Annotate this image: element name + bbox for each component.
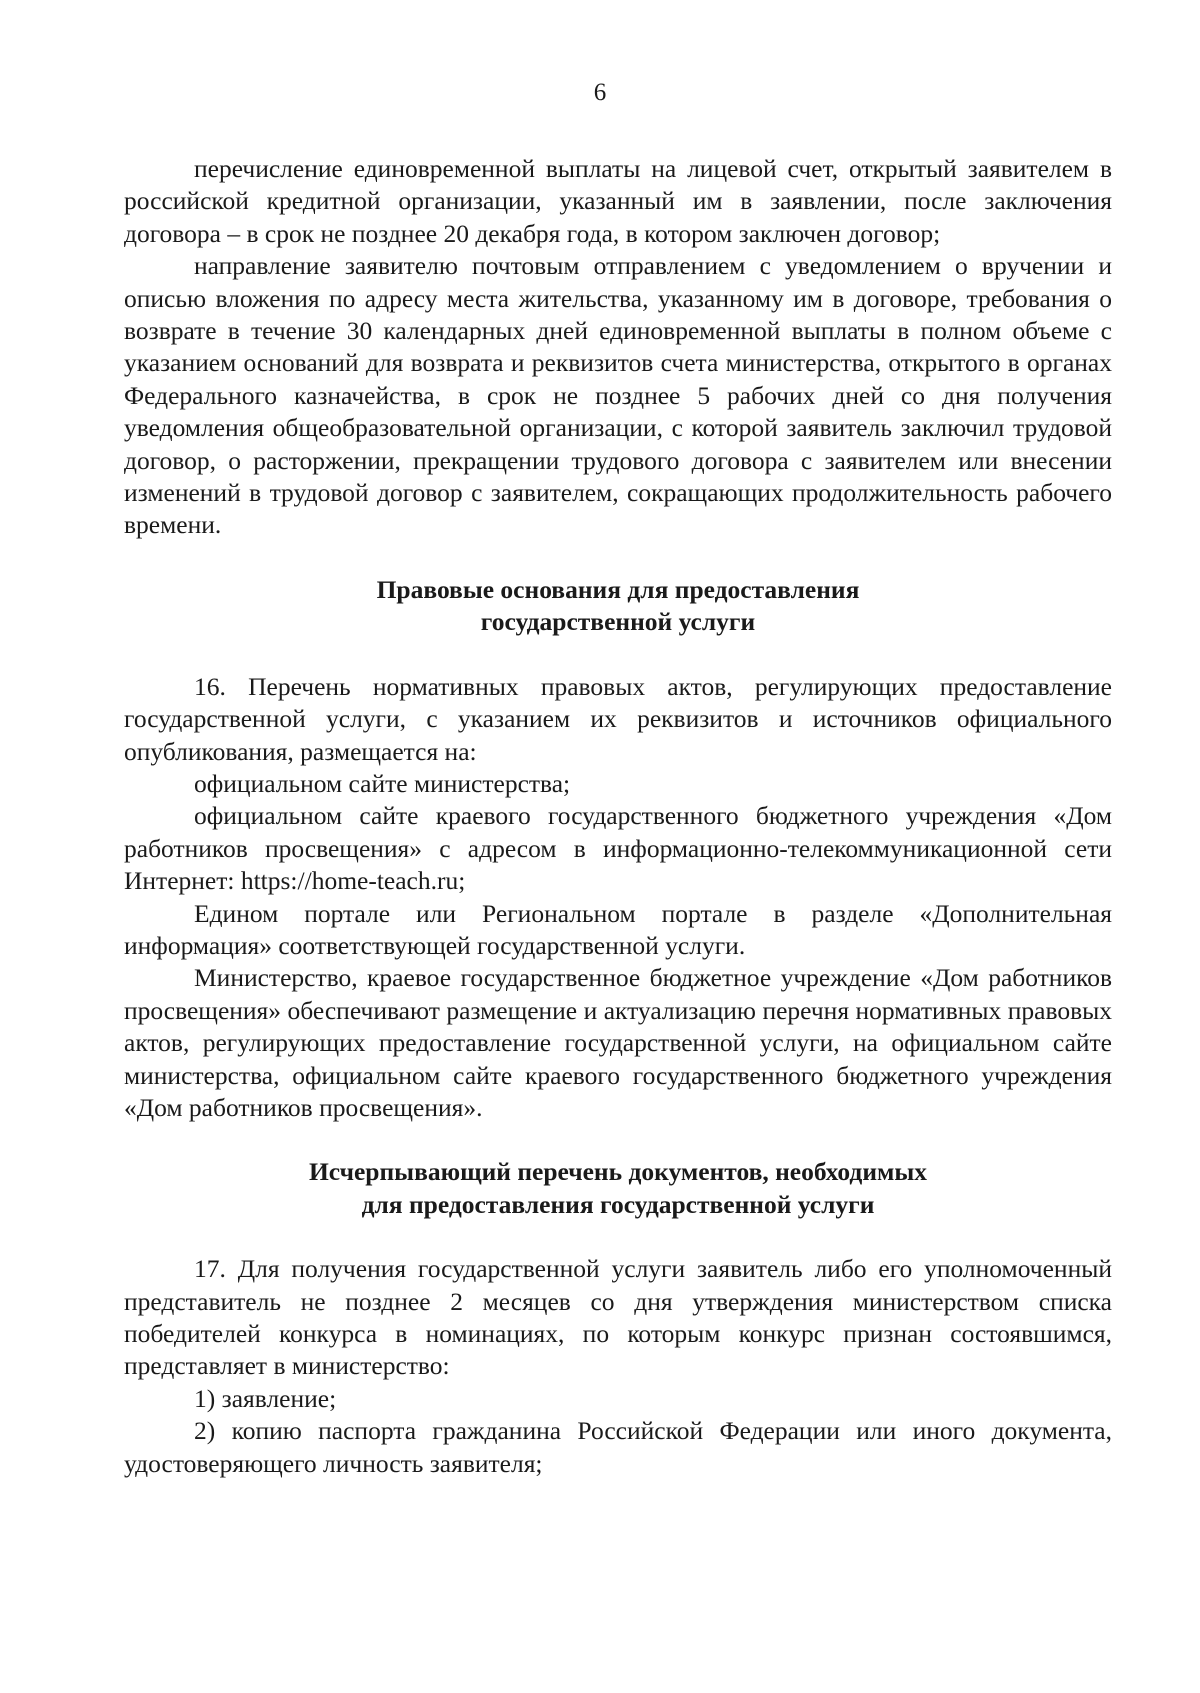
heading-line: для предоставления государственной услуги bbox=[361, 1189, 875, 1219]
paragraph-ministry-maintains-list: Министерство, краевое государственное бюджетное учреждение «Дом работников просвещения» обеспечивают размещение и актуализацию перечня нормативных правовых актов, регулирующих предоставление государственной услуги, на официальном сайте министерства, официальном сайте краевого государственного бюджетного учреждения «Дом работников просвещения». bbox=[124, 963, 1112, 1122]
paragraph-item-passport-copy: 2) копию паспорта гражданина Российской Федерации или иного документа, удостоверяющего личность заявителя; bbox=[124, 1416, 1112, 1478]
heading-line: Правовые основания для предоставления bbox=[376, 574, 860, 604]
page-body bbox=[124, 153, 1112, 1480]
spacer bbox=[124, 542, 1112, 574]
spacer bbox=[124, 639, 1112, 671]
section-heading-required-documents bbox=[124, 1156, 1112, 1221]
paragraph-ministry-website: официальном сайте министерства; bbox=[194, 768, 571, 798]
heading-line: государственной услуги bbox=[480, 607, 756, 637]
heading-line: Исчерпывающий перечень документов, необходимых bbox=[308, 1157, 928, 1187]
paragraph-17-submission: 17. Для получения государственной услуги заявитель либо его уполномоченный представитель не позднее 2 месяцев со дня утверждения министерством списка победителей конкурса в номинациях, по которым конкурс признан состоявшимся, представляет в министерство: bbox=[124, 1254, 1112, 1381]
paragraph-institution-website: официальном сайте краевого государственного бюджетного учреждения «Дом работников просвещения» с адресом в информационно-телекоммуникационной сети Интернет: https://home-teach.ru; bbox=[124, 801, 1112, 896]
paragraph-16-list-of-acts: 16. Перечень нормативных правовых актов, регулирующих предоставление государственной услуги, с указанием их реквизитов и источников официального опубликования, размещается на: bbox=[124, 671, 1112, 766]
paragraph-transfer-payment: перечисление единовременной выплаты на лицевой счет, открытый заявителем в российской кредитной организации, указанный им в заявлении, после заключения договора – в срок не позднее 20 декабря года, в котором заключен договор; bbox=[124, 154, 1112, 248]
paragraph-refund-requirement: направление заявителю почтовым отправлением с уведомлением о вручении и описью вложения по адресу места жительства, указанному им в договоре, требования о возврате в течение 30 календарных дней единовременной выплаты в полном объеме с указанием оснований для возврата и реквизитов счета министерства, открытого в органах Федерального казначейства, в срок не позднее 5 рабочих дней со дня получения уведомления общеобразовательной организации, с которой заявитель заключил трудовой договор, о расторжении, прекращении трудового договора с заявителем или внесении изменений в трудовой договор с заявителем, сокращающих продолжительность рабочего времени. bbox=[124, 251, 1112, 540]
section-heading-legal-grounds bbox=[124, 574, 1112, 639]
paragraph-item-application: 1) заявление; bbox=[194, 1383, 337, 1413]
spacer bbox=[124, 1221, 1112, 1253]
spacer bbox=[124, 1124, 1112, 1156]
paragraph-unified-portal: Едином портале или Региональном портале в разделе «Дополнительная информация» соответствующей государственной услуги. bbox=[124, 898, 1112, 960]
page-number: 6 bbox=[593, 79, 607, 106]
